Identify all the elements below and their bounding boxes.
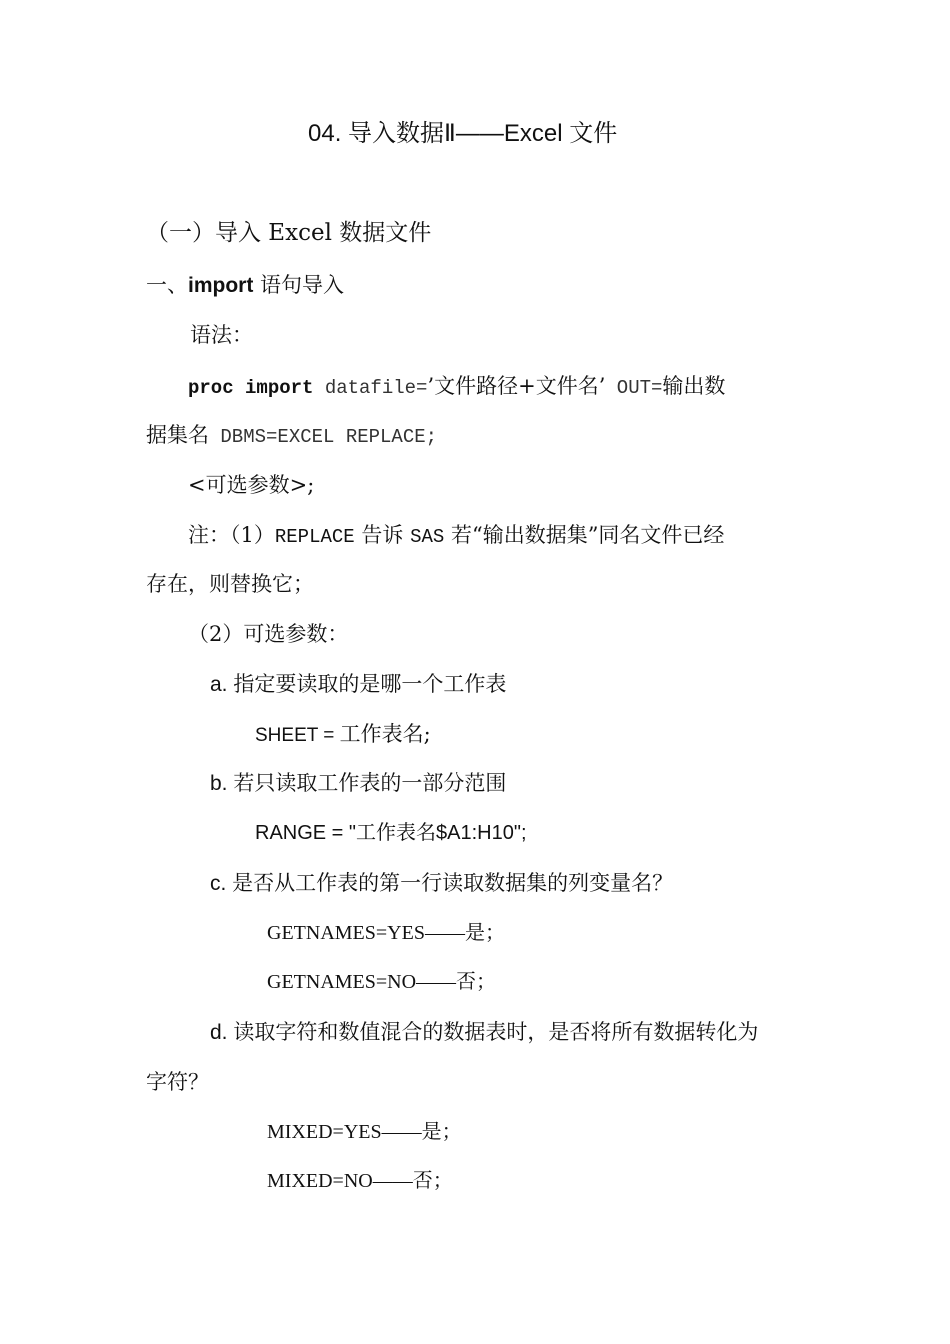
item-c: c. 是否从工作表的第一行读取数据集的列变量名？ [210,871,674,895]
syntax-line-2: 据集名 DBMS=EXCEL REPLACE; [146,423,438,448]
syntax-label: 语法： [190,323,253,347]
note-line-2: 存在，则替换它； [146,572,314,596]
subsection-heading: 一、import 语句导入 [146,273,345,297]
section-heading: （一）导入 Excel 数据文件 [146,220,432,246]
item-d-yes: MIXED=YES——是； [267,1121,462,1143]
item-d: d. 读取字符和数值混合的数据表时，是否将所有数据转化为 [210,1020,759,1044]
opt-params-label: （2）可选参数： [188,622,349,646]
syntax-line-1: proc import datafile=’文件路径+文件名’ OUT=输出数 [188,374,726,399]
item-c-no: GETNAMES=NO——否； [267,971,497,993]
optional-params: <可选参数>; [188,473,315,497]
item-a: a. 指定要读取的是哪一个工作表 [210,672,507,696]
item-b: b. 若只读取工作表的一部分范围 [210,771,507,795]
item-b-code: RANGE = "工作表名$A1:H10"; [255,822,527,844]
note-line-1: 注：（1）REPLACE 告诉 SAS 若“输出数据集”同名文件已经 [188,523,725,548]
item-a-code: SHEET = 工作表名; [255,722,431,746]
item-d-no: MIXED=NO——否； [267,1170,453,1192]
item-d-cont: 字符？ [146,1070,209,1094]
doc-title: 04. 导入数据Ⅱ——Excel 文件 [308,120,618,147]
item-c-yes: GETNAMES=YES——是； [267,922,505,944]
